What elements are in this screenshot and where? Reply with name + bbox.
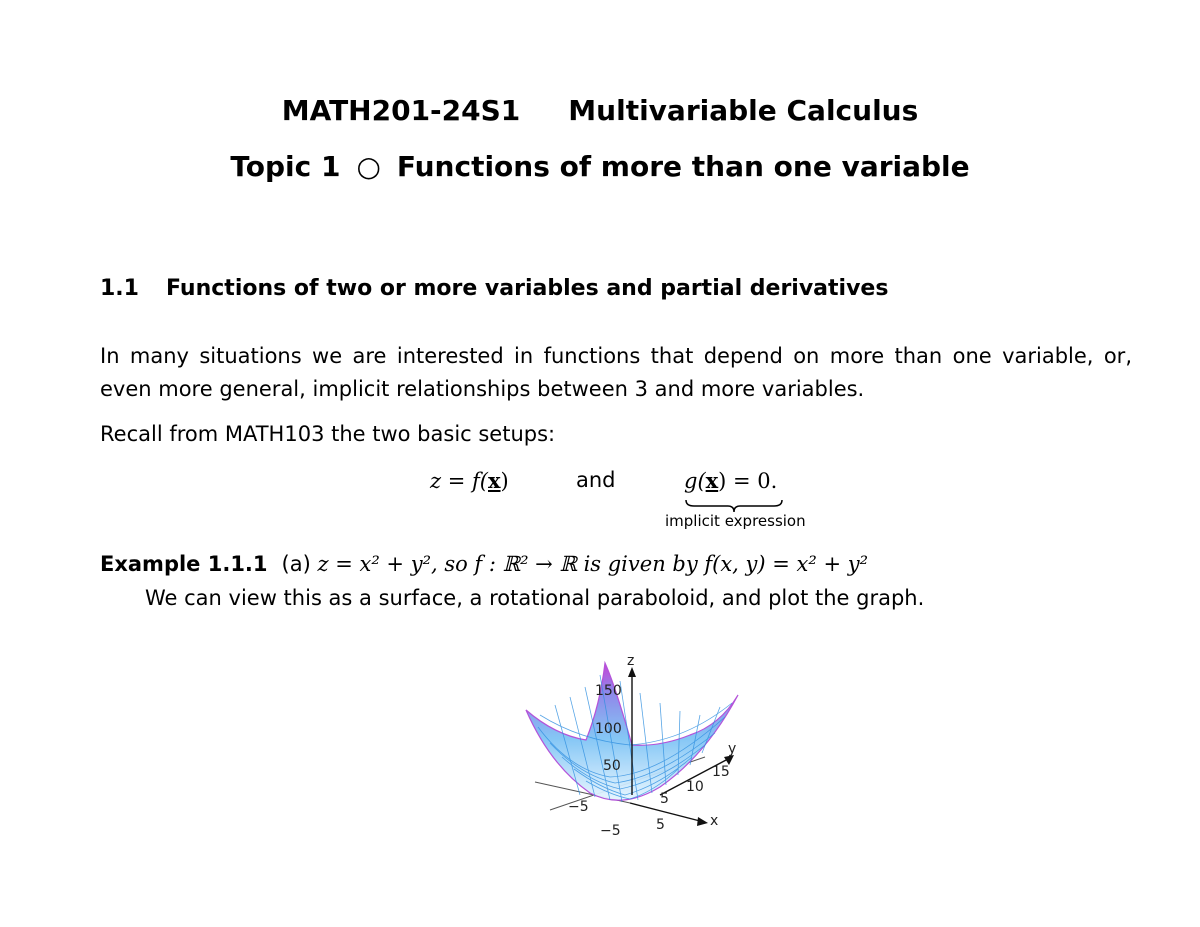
paraboloid-plot: [510, 645, 750, 845]
topic-number: Topic 1: [230, 150, 341, 183]
y-tick-neg5: −5: [568, 799, 589, 815]
intro-paragraph: In many situations we are interested in functions that depend on more than one variable, or, even more general, implicit relationships between 3 and more variables.: [100, 344, 1132, 401]
eq-x-vector-2: x: [705, 468, 719, 493]
example-formula: z = x² + y², so f : ℝ² → ℝ is given by f(x, y) = x² + y²: [317, 552, 869, 576]
z-tick-50: 50: [603, 758, 621, 774]
course-title: Multivariable Calculus: [568, 94, 919, 127]
topic-name: Functions of more than one variable: [396, 150, 970, 183]
and-word: and: [576, 468, 616, 492]
x-axis-label: x: [710, 813, 719, 829]
eq-g: g(: [684, 469, 706, 493]
recall-paragraph: Recall from MATH103 the two basic setups:: [100, 422, 556, 446]
x-axis-arrow-icon: [697, 817, 708, 826]
z-tick-100: 100: [595, 721, 622, 737]
eq-close: ): [500, 469, 509, 493]
example-line: [100, 552, 868, 576]
y-tick-15: 15: [712, 764, 730, 780]
x-tick-5: 5: [656, 817, 665, 833]
example-part: (a): [281, 552, 311, 576]
course-code: MATH201-24S1: [281, 94, 521, 127]
y-tick-5: 5: [660, 791, 669, 807]
topic-title: [0, 150, 1200, 183]
eq-z: z: [430, 469, 442, 493]
explicit-equation: [430, 468, 509, 493]
example-label: Example 1.1.1: [100, 552, 268, 576]
page-title: [0, 94, 1200, 127]
implicit-equation: [684, 468, 777, 493]
section-number: 1.1: [100, 276, 139, 301]
eq-f: = f(: [441, 469, 488, 493]
separator-icon: ○: [356, 150, 381, 183]
x-tick-neg5: −5: [600, 823, 621, 839]
z-tick-150: 150: [595, 683, 622, 699]
implicit-label: implicit expression: [665, 512, 806, 530]
eq-x-vector: x: [488, 468, 501, 493]
section-heading: [100, 276, 888, 301]
y-axis-label: y: [728, 741, 737, 757]
eq-zero: ) = 0.: [718, 469, 778, 493]
y-tick-10: 10: [686, 779, 704, 795]
section-title: Functions of two or more variables and partial derivatives: [166, 276, 889, 301]
z-axis-label: z: [627, 653, 635, 669]
example-description: We can view this as a surface, a rotational paraboloid, and plot the graph.: [145, 586, 925, 610]
